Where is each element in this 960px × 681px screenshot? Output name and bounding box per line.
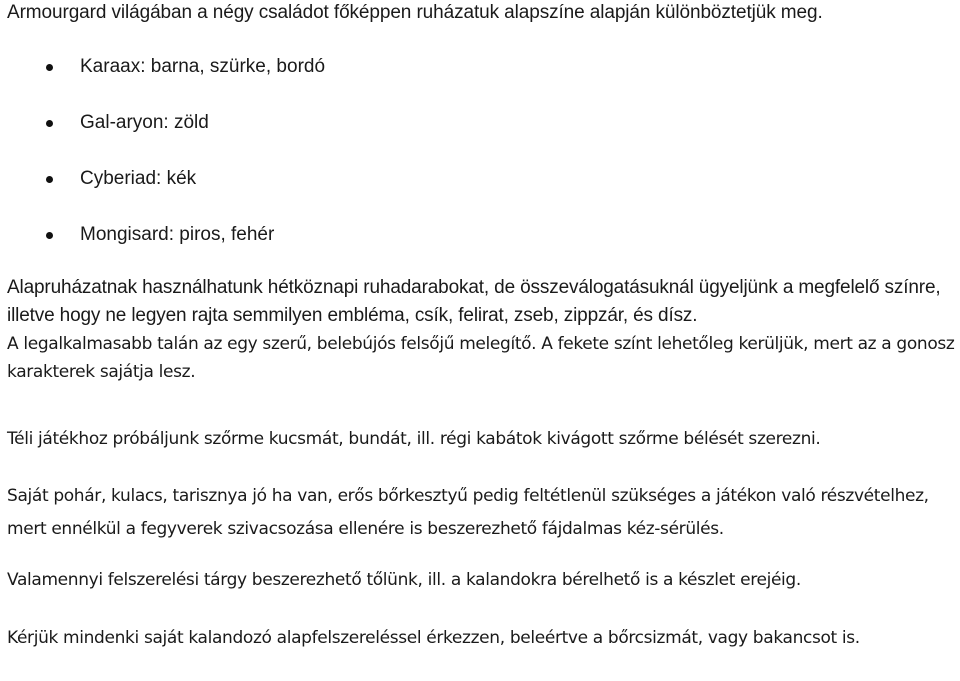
paragraph-base-clothing: Alapruházatnak használhatunk hétköznapi ruhadarabokat, de összeválogatásuknál ügyeljünk a megfelelő színre, illetve hogy ne legyen rajta semmilyen embléma, csík, felirat, zseb, zippzár, és dísz.	[7, 277, 941, 326]
family-colors: zöld	[168, 112, 209, 133]
bullet-icon	[46, 64, 53, 71]
family-name-separator: :	[156, 168, 162, 189]
paragraph-rental: Valamennyi felszerelési tárgy beszerezhető tőlünk, ill. a kalandokra bérelhető is a készlet erejéig.	[7, 570, 801, 590]
family-colors: barna, szürke, bordó	[145, 56, 326, 77]
bullet-icon	[46, 120, 53, 127]
bullet-icon	[46, 176, 53, 183]
paragraph-winter: Téli játékhoz próbáljunk szőrme kucsmát, bundát, ill. régi kabátok kivágott szőrme bélését szerezni.	[7, 429, 821, 449]
paragraph-request: Kérjük mindenki saját kalandozó alapfelszereléssel érkezzen, beleértve a bőrcsizmát, vagy bakancsot is.	[7, 628, 860, 648]
family-name-separator: :	[168, 224, 174, 245]
family-name: Gal-aryon:	[80, 112, 169, 133]
bullet-icon	[46, 232, 53, 239]
family-name: Cyberiad	[80, 168, 157, 189]
paragraph-tracksuit: A legalkalmasabb talán az egy szerű, belebújós felsőjű melegítő. A fekete színt lehetőleg kerüljük, mert az a gonosz karakterek sajátja lesz.	[7, 334, 955, 382]
family-name: Karaax	[80, 56, 141, 77]
family-colors: kék	[161, 168, 197, 189]
family-name-separator: :	[140, 56, 146, 77]
family-colors: piros, fehér	[174, 224, 275, 245]
intro-sentence: Armourgard világában a négy családot főképpen ruházatuk alapszíne alapján különböztetjük meg.	[7, 2, 823, 23]
family-name: Mongisard	[80, 224, 169, 245]
paragraph-equipment: Saját pohár, kulacs, tarisznya jó ha van, erős bőrkesztyű pedig feltétlenül szükséges a játékon való részvételhez, mert ennélkül a fegyverek szivacsozása ellenére is beszerezhető fájdalmas kéz-sérülés.	[7, 486, 929, 539]
